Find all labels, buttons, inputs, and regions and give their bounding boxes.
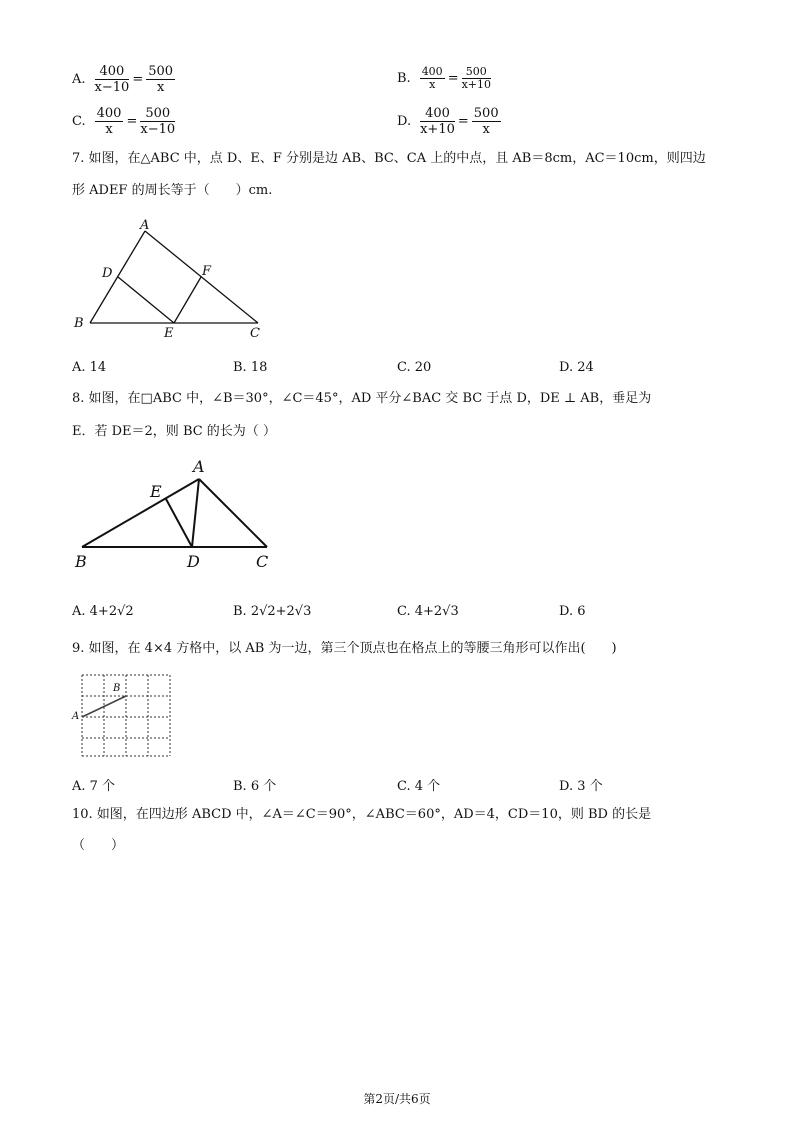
side-ab — [90, 231, 145, 323]
fraction-numerator: 500 — [148, 64, 174, 79]
q6-option-d-label: D. — [397, 114, 412, 129]
q9-grid-figure — [70, 670, 180, 762]
q6-option-d — [397, 106, 502, 137]
fraction-denominator: x+10 — [461, 78, 492, 91]
q9-stem-line1: 9. 如图，在 4×4 方格中，以 AB 为一边，第三个顶点也在格点上的等腰三角形可以作出( ) — [72, 641, 617, 656]
q6-option-c — [72, 106, 176, 137]
fraction-denominator: x+10 — [420, 122, 455, 137]
fraction-numerator: 500 — [473, 106, 499, 121]
q8-stem-line2: E．若 DE＝2，则 BC 的长为（ ） — [72, 424, 276, 439]
q6-option-a — [72, 64, 176, 95]
fraction-denominator: x−10 — [94, 80, 130, 95]
label-a: A — [72, 711, 80, 722]
fraction-denominator: x — [156, 80, 165, 95]
q7-option-c: C. 20 — [397, 360, 432, 375]
q9-option-d: D. 3 个 — [559, 779, 603, 794]
q7-option-d: D. 24 — [559, 360, 594, 375]
dotted-grid — [82, 675, 170, 756]
equals-sign: = — [132, 72, 144, 87]
q7-triangle-figure — [70, 216, 280, 346]
q8-stem-line1: 8. 如图，在□ABC 中，∠B＝30°，∠C＝45°，AD 平分∠BAC 交 BC 于点 D，DE ⊥ AB，垂足为 — [72, 391, 652, 406]
fraction-numerator: 400 — [421, 65, 443, 78]
label-c: C — [250, 326, 260, 341]
q8-option-d: D. 6 — [559, 604, 586, 619]
q8-option-a: A. 4+2√2 — [72, 604, 134, 619]
side-ab — [82, 479, 199, 547]
label-e: E — [164, 326, 174, 341]
equals-sign: = — [457, 114, 469, 129]
q10-stem-line1: 10. 如图，在四边形 ABCD 中，∠A＝∠C＝90°，∠ABC＝60°，AD＝4，CD＝10，则 BD 的长是 — [72, 807, 652, 822]
q8-option-c: C. 4+2√3 — [397, 604, 459, 619]
label-a: A — [193, 457, 205, 476]
q9-option-c: C. 4 个 — [397, 779, 441, 794]
label-e: E — [150, 482, 162, 501]
q8-option-b: B. 2√2+2√3 — [233, 604, 312, 619]
segment-de — [166, 499, 192, 547]
q9-option-a: A. 7 个 — [72, 779, 116, 794]
label-a: A — [140, 218, 150, 233]
fraction-denominator: x−10 — [140, 122, 176, 137]
label-b: B — [75, 552, 87, 571]
label-b: B — [74, 316, 84, 331]
segment-de — [118, 277, 174, 323]
side-ac — [199, 479, 267, 547]
q7-option-b: B. 18 — [233, 360, 268, 375]
fraction-numerator: 400 — [96, 106, 122, 121]
label-b: B — [113, 683, 121, 694]
label-d: D — [102, 266, 113, 281]
fraction-denominator: x — [482, 122, 490, 137]
equals-sign: = — [447, 71, 459, 86]
q7-option-a: A. 14 — [72, 360, 107, 375]
equals-sign: = — [126, 114, 138, 129]
q6-option-b-label: B. — [397, 71, 411, 86]
fraction-numerator: 500 — [462, 66, 491, 79]
label-c: C — [256, 552, 269, 571]
page-footer: 第2页/共6页 — [363, 1092, 431, 1106]
q7-stem-line2: 形 ADEF 的周长等于（ ）cm. — [72, 183, 273, 198]
q6-option-b — [397, 66, 492, 91]
q6-option-c-label: C. — [72, 114, 86, 129]
q7-stem-line1: 7. 如图，在△ABC 中，点 D、E、F 分别是边 AB、BC、CA 上的中点，且 AB＝8cm，AC＝10cm，则四边 — [72, 151, 706, 166]
q8-triangle-figure — [70, 455, 290, 575]
fraction-numerator: 400 — [420, 106, 455, 122]
segment-ef — [174, 277, 201, 323]
fraction-denominator: x — [429, 78, 436, 91]
label-f: F — [202, 264, 212, 279]
q10-stem-line2: （ ） — [72, 838, 125, 853]
fraction-numerator: 500 — [140, 106, 175, 122]
segment-ad — [192, 479, 199, 547]
q9-option-b: B. 6 个 — [233, 779, 277, 794]
fraction-denominator: x — [105, 122, 113, 137]
fraction-numerator: 400 — [95, 64, 130, 80]
label-d: D — [187, 552, 200, 571]
q6-option-a-label: A. — [72, 72, 86, 87]
